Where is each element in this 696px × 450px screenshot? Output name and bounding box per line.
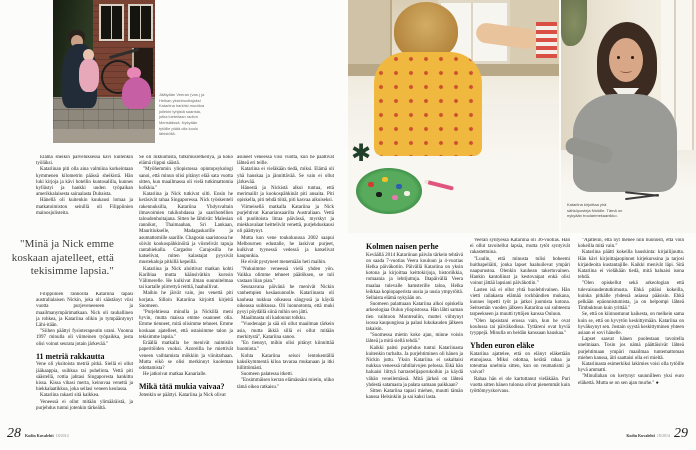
body-paragraph: Jotenkin se päättyi. Katariina ja Nick olivat [139, 392, 226, 398]
left-column-3 [237, 155, 334, 435]
photo-family-outdoors [53, 0, 155, 143]
right-column-3 [578, 238, 684, 434]
body-paragraph: "Olen opiskellut sekä arkeologian että tulevaisuudentutkimusta. Ehkä pitäisi kokeilla, kuinka pitkälle yhdessä asiassa pääsisin. Ehkä pelkään epäonnistumista, ja on helpompi lähteä Timbuktuun kuin yrittää." [578, 281, 684, 312]
body-paragraph: Elämä sheikin palveluksessa kävi kuitenkin työläksi. [36, 155, 133, 167]
body-paragraph: "Siihen päättyi fysioterapeutin urani. Vuonna 1997 minulla oli viimeinen työpaikka, josta olisi voinut seurata jotain järkevää." [36, 329, 133, 347]
body-paragraph: Sitten Katariina tapasi miehen, muutti tämän kanssa Helsinkiin ja sai kaksi lasta. [366, 388, 463, 401]
body-paragraph: Eräällä matkalla he menivät naimisiin paperitöiden vuoksi. Azoreilla he miettivät veneen vaihtamista mökkiin ja viinitarhaan. Mutta eikö se olisi merkinnyt kuoleman odottamista? [139, 341, 233, 371]
child-in-magenta [122, 77, 151, 109]
body-paragraph: Kohta Katariina seisoi lentokentällä kaksikymmentä kiloa tavaraa mukanaan ja itki hillittömästi. [237, 353, 334, 371]
red-striped-box [536, 22, 557, 58]
body-paragraph: Katariinasta esimerkiksi lakimies voisi olla tytöille hyvä ammatti. [578, 362, 684, 374]
body-paragraph: "Vuodenajat ja sää oli ollut maailman tärkein asia, mutta äkkiä sillä ei ollut mitään merkitystä", Katariina sanoo. [237, 322, 334, 340]
body-paragraph: Maihin he jäivät vain, jos venettä piti korjata. Silloin Katariina kirjoitti kirjeitä Suomeen. [139, 291, 233, 309]
body-paragraph: "Suomessa mietin koko ajan, minne voisin lähteä ja mitä siellä tehdä." [366, 333, 463, 345]
body-paragraph: Lasten isä ei ollut yhtä huolehtivainen. Hän vietti railakasta elämää rockbändien mukana, kunnes lopetti työt ja jatkoi juomista kotona. Seitsemän vuoden jälkeen Katariina sai suhteesta tarpeekseen ja muutti tyttöjen kanssa Ouluun. [470, 287, 570, 318]
body-paragraph: Se, että on kiinnostunut kaikesta, on melkein sama kuin se, että on kyvytön keskittymään. Katariina on hyväksynyt sen. Jostain syystä keskittyminen yhteen asiaan ei sovi hänelle. [578, 312, 684, 337]
section-heading: 11 metriä rakkautta [36, 351, 105, 361]
body-paragraph: Seuraavana päivänä he menivät Nickin vanhempien kesäasunnolle. Katariinasta oli kauheaa nukkua oikeassa sängyssä ja käydä oikeassa suihkussa. Oli luonnotonta, että muki pysyi pöydällä siinä mihin sen jätti. [237, 285, 334, 316]
body-paragraph: Suomeen palatessa itketti. [241, 372, 294, 378]
body-paragraph: Veneessä ei ollut mitään ylimääräistä, ja purjehdus tuntui jotenkin tärkeältä. [36, 399, 133, 411]
page-number-left: 28 [7, 426, 21, 441]
paper-scrap [368, 182, 374, 187]
body-paragraph: He jatkoivat matkaa Kanarialle. [143, 372, 207, 378]
eye [631, 56, 634, 59]
magazine-name: Kodin Kuvalehti [25, 433, 54, 438]
star-decoration-icon: ✱ [350, 139, 372, 167]
house-plant [561, 0, 587, 46]
paper-scrap [392, 195, 398, 200]
left-column-1-top [36, 155, 133, 235]
body-paragraph: "En tiennyt, mihin olisi pitänyt kiinnittää huomiota." [237, 341, 334, 353]
body-paragraph: Katariina päätti kokeilla hauskinta: kirjailijuutta. Hän kävi kirjoittajaopinnot kirjekurssina ja tarjosi kirjaideoita kustantajille. Kaikki menivät läpi. Sitä Katariina ei vieläkään tiedä, mitä haluaisi isona tehdä. [578, 250, 684, 281]
body-paragraph: Katariina ajattelee, että on elänyt eläkettään etunojassa. Miksi odottaa, kerätä rahaa ja toteuttaa unelmia sitten, kun on reumatismi ja vaivat? [470, 351, 570, 376]
body-paragraph: Katariina ja Nick aloittivat matkan kohti Karibiaa mutta käänsivätkin kurssin Välimerelle. He kulkivat ilman suunnitelmaa tai kartalle piirrettyä reittiä, haahuilivat. [139, 266, 233, 291]
paper-scrap [404, 191, 410, 196]
gravel-ground [53, 129, 155, 143]
right-column-2 [470, 238, 570, 434]
photo-caption-right: Katariina kirjoittaa yhä sähköposteja Nickille. Tämä on nykyään troolarimekaanikko. [567, 202, 623, 219]
paper-scrap [396, 184, 402, 189]
photo-kitchen-crafts [348, 0, 559, 233]
magazine-issue: 18/2014 [656, 433, 670, 438]
paper-scrap [382, 177, 388, 182]
eye [617, 56, 620, 59]
paper-scrap [376, 192, 382, 197]
house-window [99, 4, 124, 41]
body-paragraph: asuneet veneessä viisi vuotta, kun he päättivät lähteä eri teille. [237, 155, 334, 167]
pull-quote: "Minä ja Nick emme koskaan ajatelleet, että tekisimme lapsia." [11, 238, 114, 277]
footer-left [7, 426, 69, 442]
body-paragraph: Keväällä 2014 Katariinan päivän tärkein tehtävä on saada 7-vuotias Veera kouluun ja 4-vuotias Helka päiväkotiin. Päivällä Katariina on yksin kotona ja kirjoittaa keittokirjoja, historiikkia, romaania ja lehtijuttuja. Iltapäivällä Veera maalaa tulevalle hamsterille taloa, Helka leikkaa kopiopaperista uusia ja uusia ympyröitä. Sellaista elämä nykyään on. [366, 252, 463, 301]
photo-katariina-portrait [561, 0, 696, 233]
body-paragraph: He eivät pystyneet menemään heti maihin. [241, 260, 327, 266]
body-paragraph: Katariina ei vieläkään tiedä, miksi. Elämä oli yhä hauskaa ja jännittävää. Se vain ei ollut järkevää. [237, 167, 334, 185]
body-paragraph: Mutta kun vene toukokuussa 2002 saapui Melbournen edustalle, he laskivat purjeet, kulkivat tyynessä vedessä ja katselivat kaupunkia. [237, 235, 334, 260]
body-paragraph: Hänestä ja Nickistä alkoi tuntua, että merimailit ja kookospähkinät piti ansaita. Piti opiskella, piti tehdä töitä, piti kasvaa aikuiseksi. [237, 186, 334, 204]
body-paragraph: "Minullahan on kertynyt suunnilleen yksi euro eläkettä. Mutta se on sen ajan murhe." ● [578, 374, 684, 386]
house-window [128, 4, 153, 41]
right-column-1 [366, 238, 463, 434]
body-paragraph: Hänellä oli kuitenkin kuukausi lomaa ja matkatoimiston seinillä oli Filippiinien mainosjulisteita. [36, 198, 133, 216]
body-paragraph: Maailmasta oli kadonnut tolkku. [241, 316, 306, 322]
body-paragraph: "Olen lapsistani erossa vain, kun he ovat koulussa tai päiväkodissa. Tyttäreni ovat hyviä tyyppejä. Minulla on heidän kanssaan hauskaa." [470, 318, 570, 337]
green-craft-plate [356, 168, 422, 214]
body-paragraph: Vene oli yksitoista metriä pitkä. Siellä ei ollut jääkaappia, suihkua tai puhelinta. Vettä piti säästellä, rottia jahtasi Singaporesta hankittu kissa. Kissa vihasi merta, keinuvaa venettä ja hiekkalaatikkoa, joka seilasi veneen keulassa. [36, 362, 133, 393]
section-heading: Mikä tätä mukia vaivaa? [139, 382, 225, 392]
body-paragraph: "Myöhemmin yliopistossa opintopsykologi sanoi, että minun olisi pitänyt elää sata vuotta sitten, kun maailmassa oli vielä tutkimattomia kolkkia." [139, 167, 233, 192]
body-paragraph: "Purjehtiessa minulla ja Nickillä meni hyvin, mutta maissa emme osanneet olla. Emme tienneet, mitä olisimme tehneet. Emme koskaan ajatelleet, että ostaisimme talon ja tekisimme lapsia." [139, 310, 233, 340]
body-paragraph: Lapset saavat hänen puolestaan tavoitella unelmiaan. Tosin jos nämä päättäisivät lähteä purjehtimaan ympäri maailmaa tuntemattoman miehen kanssa, äiti saattaisi olla eri mieltä. [578, 337, 684, 361]
magazine-issue: 18/2014 [55, 433, 69, 438]
left-column-1-bottom [36, 292, 133, 432]
kitchen-cabinet [348, 0, 392, 66]
section-heading: Yhden euron eläke [470, 341, 535, 351]
section-heading: Kolmen naisen perhe [366, 242, 439, 251]
body-paragraph: "Nukuimme veneessä vielä yhden yön. Vaikka olimme tehneet päätöksen, se tuli vastaan liian pian." [237, 266, 334, 285]
left-column-2 [139, 155, 233, 435]
woman-face [609, 38, 643, 82]
body-paragraph: Kaikki paitsi purjehdus tuntui Katariinasta kuitenkin turhalta. Ja purjehtiminen oli hänen ja Nickin juttu. Yksin Katariina ei uskaltaisi nukkua veneessä rahtilaivojen pelossa. Eikä hän haluaisi liittyä harrastelijaporukoihin ja käydä vähän veneilemässä. Mitä järkeä on lähteä yhdestä satamasta ja palata samaan paikkaan? [366, 345, 463, 388]
body-paragraph: "Luulin, että minusta tulisi boheemi huithapeliäiti, jonka lapset haahuilevat ympäri naapurustoa. Olenkin kauhean takertuvainen. Hankin kantoliinat ja kestovaipat enkä olisi voinut jättää lapsiani päiväkotiin." [470, 256, 570, 287]
smile [620, 68, 632, 73]
child-yellow-shirt [374, 52, 482, 156]
child-in-pink [79, 59, 99, 92]
body-paragraph: Rahaa hän ei ole kartuttanut vieläkään. Pari vuotta sitten hänen tulonsa olivat pienemmät kuin työttömyyskorvaus. [470, 376, 570, 394]
photo-caption-left: Jäätyään Veeran (vas.) ja Helkan yksinhuoltajaksi Katariina harkitsi muuttoa jollekin tyhjistä saarista, jotka luetellaan radion Merisäässä. Nykyään tytöille pitää olla koulu lähistöllä. [159, 92, 205, 137]
body-paragraph: "Ensimmäisen kerran elämässäni mietin, oliko tämä oikea ratkaisu." [237, 378, 334, 390]
body-paragraph: Se oli liikkumista, tutkimusretkeilyä, ja koko elämä riippui säästä. [139, 155, 233, 167]
body-paragraph: "Ajattelin, että nyt menee niin huonosti, että voin kokeilla mitä vain." [578, 238, 684, 250]
body-paragraph: Suomeen palattuaan Katariina alkoi opiskella arkeologiaa Oulun yliopistossa. Hän lähti saman tien vaihtoon Montrealiin, muttei viihtynyt isossa kaupungissa ja palasi lukukauden jälkeen takaisin. [366, 302, 463, 332]
body-paragraph: Katariina ja Nick tutkivat silti. Ensin he keräsivät rahaa Singaporessa. Nick työskenteli rakennuksilla, Katariina Yhdysvaltain ilmavoimien tukikohdassa ja saarihotellien taloudenhoitajana. Sitten he lähtivät: Malesian rannikot, Thaimaahan, Sri Lankaan, Mauritiukselle, Madagaskarille ja asumattomille saarille. Chagosin saaristossa he söivät kookospähkinöitä ja viistelivät rapuja rantahiekalla. Cargados Carajosilla he katselivat, miten kalastajat pyysivät mustekaloja pitkillä kepeillä. [139, 192, 233, 266]
magazine-name: Kodin Kuvalehti [626, 433, 655, 438]
body-paragraph: Filippiinien rannoilla Katariina tapasi australialaisen Nickin, joka oli säästänyt viisi vuotta purjeveneeseen ja maailmanympärimatkaan. Nick oli rauhallinen ja rohkea, ja Katariina olikin jo tympääntynyt Lähi-itään. [36, 292, 133, 329]
body-paragraph: Katariinan piti olla aina valmiina korkeintaan kymmenen kilometrin päässä sheikistä. Hän luki kirjoja ja kävi hotellin kuntosalilla, kunnes kyllästyi ja hankki uuden työpaikan amerikkalaisesta sairaalasta Dubaista. [36, 167, 133, 198]
page-number-right: 29 [674, 426, 688, 441]
body-paragraph: Viimeisellä matkalla Katariina ja Nick purjehtivat Kanariansaarilta Australiaan. Vettä oli puolitoista litraa päivässä, myrskyt ja miekkavalaat heittelivät venettä, purjehduskausi oli päättynyt. [237, 204, 334, 235]
body-paragraph: Veeran syntyessä Katariina oli 36-vuotias. Hän ei ollut tavoitellut lapsia, mutta tytöt syntyivät rakastettuina. [470, 238, 570, 256]
footer-right [540, 426, 688, 442]
body-paragraph: Katariina rakasti sitä kaikkea. [40, 393, 100, 399]
